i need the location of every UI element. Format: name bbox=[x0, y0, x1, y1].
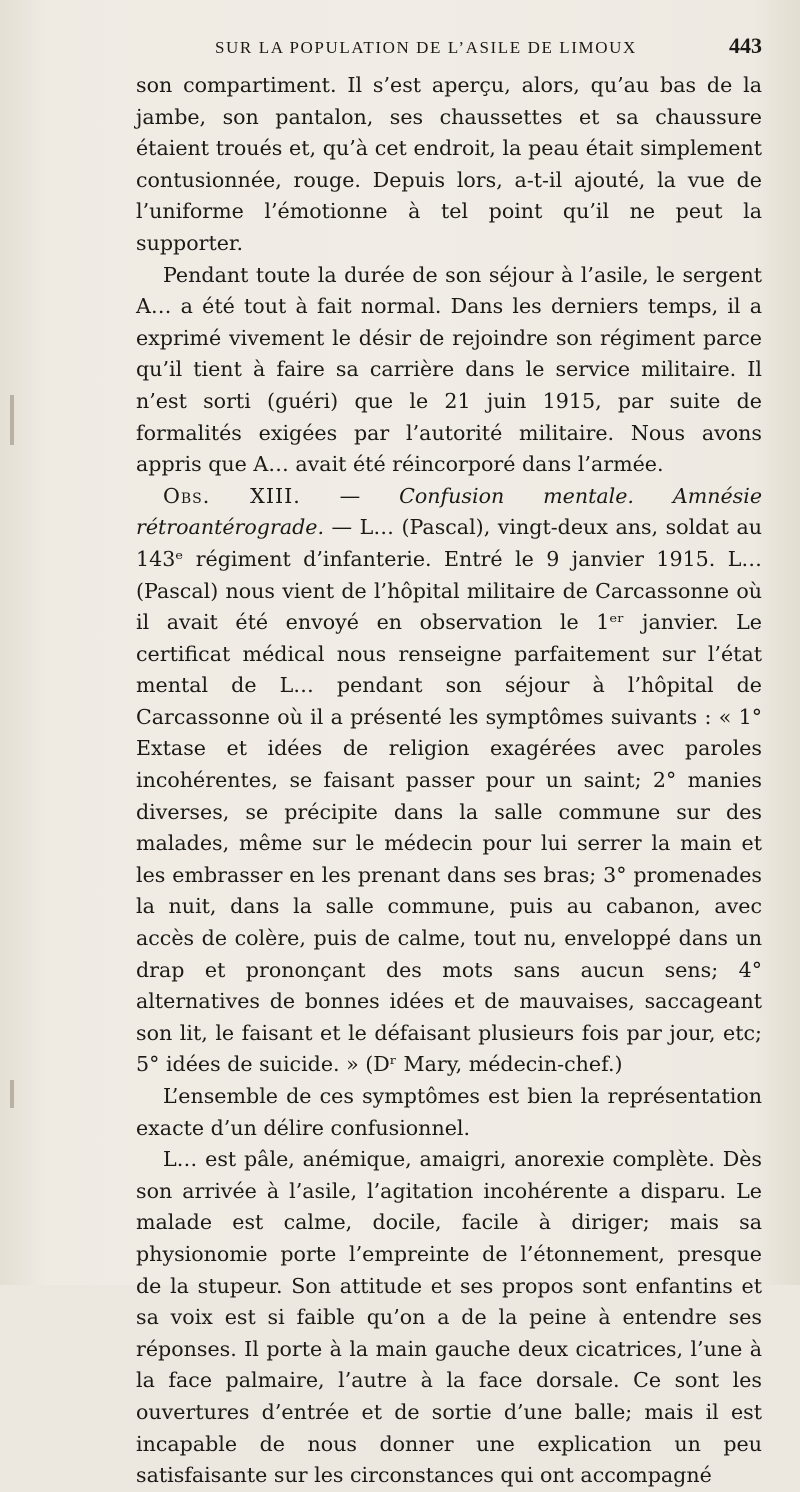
margin-mark bbox=[10, 1080, 14, 1108]
paragraph-patient-condition: L… est pâle, anémique, amaigri, anorexie complète. Dès son arrivée à l’asile, l’agitation incohérente a disparu. Le malade est calme, docile, facile à diriger; mais sa physionomie porte l’empreinte de l’étonnement, presque de la stupeur. Son attitude et ses propos sont enfantins et sa voix est si faible qu’on a de la peine à entendre ses réponses. Il porte à la main gauche deux cicatrices, l’une à la face palmaire, l’autre à la face dorsale. Ce sont les ouvertures d’entrée et de sortie d’une balle; mais il est incapable de nous donner une explication un peu satisfaisante sur les circonstances qui ont accompagné bbox=[136, 1147, 762, 1488]
running-title: SUR LA POPULATION DE L’ASILE DE LIMOUX bbox=[215, 38, 637, 57]
observation-body: — L… (Pascal), vingt-deux ans, soldat au 143ᵉ régiment d’infanterie. Entré le 9 janvier 1915. L… (Pascal) nous vient de l’hôpital militaire de Carcassonne où il avait été envoyé en observation le 1ᵉʳ janvier. Le certificat médical nous renseigne parfaitement sur l’état mental de L… pendant son séjour à l’hôpital de Carcassonne où il a présenté les symptômes suivants : « 1° Extase et idées de religion exagérées avec paroles incohérentes, se faisant passer pour un saint; 2° manies diverses, se précipite dans la salle commune sur des malades, même sur le médecin pour lui serrer la main et les embrasser en les prenant dans ses bras; 3° promenades la nuit, dans la salle commune, puis au cabanon, avec accès de colère, puis de calme, tout nu, enveloppé dans un drap et prononçant des mots sans aucun sens; 4° alternatives de bonnes idées et de mauvaises, saccageant son lit, le faisant et le défaisant plusieurs fois par jour, etc; 5° idées de suicide. » (Dʳ Mary, médecin-chef.) bbox=[136, 515, 762, 1077]
observation-label: Obs. XIII. bbox=[163, 483, 301, 508]
paragraph-continuation: son compartiment. Il s’est aperçu, alors, qu’au bas de la jambe, son pantalon, ses chaussettes et sa chaussure étaient troués et, qu’à cet endroit, la peau était simplement contusionnée, rouge. Depuis lors, a-t-il ajouté, la vue de l’uniforme l’émotionne à tel point qu’il ne peut la supporter. bbox=[136, 73, 762, 255]
margin-mark bbox=[10, 395, 14, 445]
running-head bbox=[135, 33, 762, 63]
paragraph-confusional-delirium: L’ensemble de ces symptômes est bien la représentation exacte d’un délire confusionnel. bbox=[136, 1084, 762, 1140]
paragraph-sergeant-discharge: Pendant toute la durée de son séjour à l’asile, le sergent A… a été tout à fait normal. Dans les derniers temps, il a exprimé vivement le désir de rejoindre son régiment parce qu’il tient à faire sa carrière dans le service militaire. Il n’est sorti (guéri) que le 21 juin 1915, par suite de formalités exigées par l’autorité militaire. Nous avons appris que A… avait été réincorporé dans l’armée. bbox=[136, 262, 762, 477]
observation-dash: — bbox=[300, 483, 400, 508]
paragraph-observation-xiii bbox=[136, 481, 762, 1081]
observation-title: Confusion mentale. Amnésie rétroantérograde. bbox=[136, 483, 763, 540]
body-text bbox=[136, 70, 762, 1492]
page-number: 443 bbox=[729, 33, 762, 58]
